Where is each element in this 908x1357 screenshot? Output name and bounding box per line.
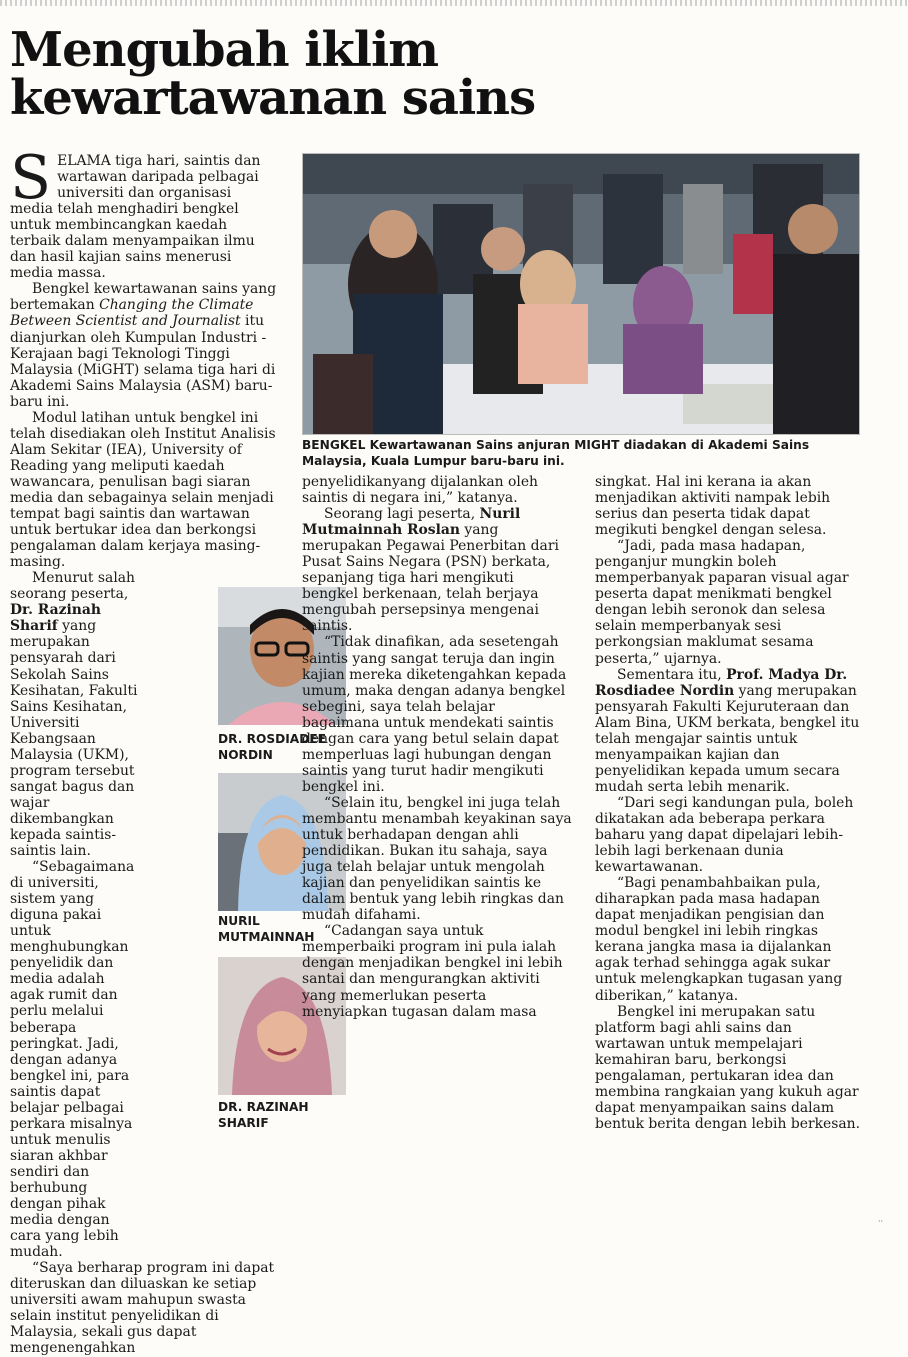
col1-paragraph-1: SELAMA tiga hari, saintis dan wartawan daripada pelbagai universiti dan organisasi media telah menghadiri bengkel untuk membincangkan kaedah terbaik dalam menyampaikan ilmu dan hasil kajian sains menerusi media massa. xyxy=(10,143,261,282)
headline-line-2: kewartawanan sains xyxy=(10,70,536,126)
portrait-label-razinah: DR. RAZINAH SHARIF xyxy=(218,1100,309,1130)
col1-paragraph-4: Menurut salah seorang peserta, Dr. Razinah Sharif yang merupakan pensyarah dari Sekolah Sains Kesihatan, Fakulti Sains Kesihatan, Universiti Kebangsaan Malaysia (UKM), program tersebut sangat bagus dan wajar dikembangkan kepada saintis-saintis lain. xyxy=(10,570,138,860)
drop-cap: S xyxy=(10,143,52,213)
col2-paragraph-4: “Selain itu, bengkel ini juga telah membantu menambah keyakinan saya untuk berhadapan dengan ahli pendidikan. Bukan itu sahaja, saya juga telah belajar untuk mengolah kajian dan penyelidikan saintis ke dalam bentuk yang lebih ringkas dan mudah difahami. xyxy=(302,794,572,924)
col2-paragraph-3: “Tidak dinafikan, ada sesetengah saintis yang sangat teruja dan ingin kajian mereka diketengahkan kepada umum, maka dengan adanya bengkel sebegini, saya telah belajar bagaimana untuk mendekati saintis dengan cara yang betul selain dapat memperluas lagi hubungan dengan saintis yang turut hadir mengikuti bengkel ini. xyxy=(302,634,567,795)
workshop-photo xyxy=(302,153,860,435)
col1-paragraph-5: “Sebagaimana di universiti, sistem yang diguna pakai untuk menghubungkan penyelidik dan media adalah agak rumit dan perlu melalui beberapa peringkat. Jadi, dengan adanya bengkel ini, para saintis dapat belajar pelbagai perkara misalnya untuk menulis siaran akhbar sendiri dan berhubung dengan pihak media dengan cara yang lebih mudah. xyxy=(10,859,135,1261)
portrait-label-rosdiadee: DR. ROSDIADEE NORDIN xyxy=(218,732,326,762)
column-3 xyxy=(595,474,862,1132)
col3-paragraph-4: “Dari segi kandungan pula, boleh dikatakan ada beberapa perkara baharu yang dapat dipelajari lebih-lebih lagi berkenaan dunia kewartawanan. xyxy=(595,794,854,876)
col3-paragraph-2: “Jadi, pada masa hadapan, penganjur mungkin boleh memperbanyak paparan visual agar peserta dapat menikmati bengkel dengan lebih seronok dan selesa selain memperbanyak sesi perkongsian maklumat sesama peserta,” ujarnya. xyxy=(595,538,849,667)
column-2 xyxy=(302,474,572,1020)
headline xyxy=(10,22,536,126)
top-rule xyxy=(0,0,908,6)
col1-paragraph-6: “Saya berharap program ini dapat diteruskan dan diluaskan ke setiap universiti awam mahupun swasta selain institut penyelidikan di Malaysia, sekali gus dapat mengenengahkan xyxy=(10,1260,275,1357)
col2-paragraph-1: penyelidikanyang dijalankan oleh saintis di negara ini,” katanya. xyxy=(302,474,538,507)
name-razinah: Dr. Razinah Sharif xyxy=(10,602,101,635)
photo-caption: BENGKEL Kewartawanan Sains anjuran MIGHT diadakan di Akademi Sains Malaysia, Kuala Lumpur baru-baru ini. xyxy=(302,438,810,468)
col1-paragraph-2: Bengkel kewartawanan sains yang bertemakan Changing the Climate Between Scientist and Journalist itu dianjurkan oleh Kumpulan Industri - Kerajaan bagi Teknologi Tinggi Malaysia (MiGHT) selama tiga hari di Akademi Sains Malaysia (ASM) baru-baru ini. xyxy=(10,281,277,410)
name-rosdiadee: Prof. Madya Dr. Rosdiadee Nordin xyxy=(595,666,848,699)
col3-paragraph-1: singkat. Hal ini kerana ia akan menjadikan aktiviti nampak lebih serius dan peserta tidak dapat megikuti bengkel dengan selesa. xyxy=(595,474,831,539)
col3-paragraph-3: Sementara itu, Prof. Madya Dr. Rosdiadee Nordin yang merupakan pensyarah Fakulti Kejuruteraan dan Alam Bina, UKM berkata, bengkel itu telah mengajar saintis untuk menyampaikan kajian dan penyelidikan kepada umum secara mudah serta lebih menarik. xyxy=(595,666,860,795)
col1-paragraph-3: Modul latihan untuk bengkel ini telah disediakan oleh Institut Analisis Alam Sekitar (IEA), University of Reading yang meliputi kaedah wawancara, penulisan bagi siaran media dan sebagainya selain menjadi tempat bagi saintis dan wartawan untuk bertukar idea dan berkongsi pengalaman dalam kerjaya masing-masing. xyxy=(10,409,276,571)
name-nuril: Nuril Mutmainnah Roslan xyxy=(302,506,521,539)
headline-line-1: Mengubah iklim xyxy=(10,22,439,78)
col2-paragraph-5: “Cadangan saya untuk memperbaiki program ini pula ialah dengan menjadikan bengkel ini lebih santai dan mengurangkan aktiviti yang memerlukan peserta menyiapkan tugasan dalam masa xyxy=(302,923,563,1020)
portrait-label-nuril: NURIL MUTMAINNAH xyxy=(218,914,315,944)
col3-paragraph-6: Bengkel ini merupakan satu platform bagi ahli sains dan wartawan untuk mempelajari kemahiran baru, berkongsi pengalaman, pertukaran idea dan membina rangkaian yang kukuh agar dapat menyampaikan sains dalam bentuk berita dengan lebih berkesan. xyxy=(595,1003,861,1132)
col2-paragraph-2: Seorang lagi peserta, Nuril Mutmainnah Roslan yang merupakan Pegawai Penerbitan dari Pusat Sains Negara (PSN) berkata, sepanjang tiga hari mengikuti bengkel berkenaan, telah berjaya mengubah persepsinya mengenai saintis. xyxy=(302,506,559,635)
workshop-theme: Changing the Climate Between Scientist and Journalist xyxy=(10,297,254,330)
col3-paragraph-5: “Bagi penambahbaikan pula, diharapkan pada masa hadapan dapat menjadikan pengisian dan modul bengkel ini lebih ringkas kerana jangka masa ia dijalankan agak terhad sehingga agak sukar untuk melengkapkan tugasan yang diberikan,” katanya. xyxy=(595,875,843,1004)
page-mark: ·· xyxy=(878,1217,884,1226)
